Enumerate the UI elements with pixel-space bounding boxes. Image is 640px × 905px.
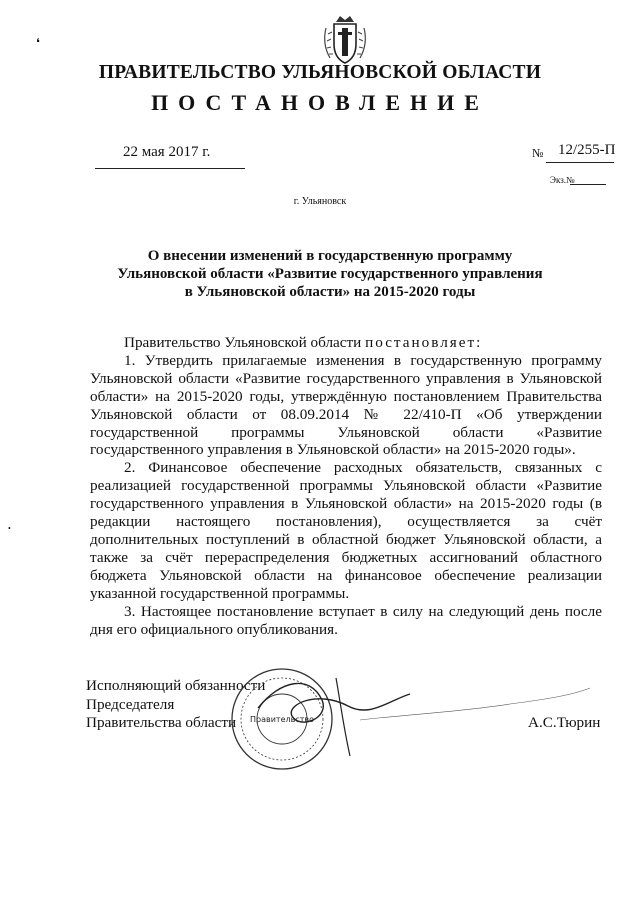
document-number: 12/255-П [558,142,616,158]
paragraph-1: 1. Утвердить прилагаемые изменения в государственную программу Ульяновской области «Развитие государственного управления в Ульяновской области» на 2015-2020 годы, утверждённую постановлением Правительства Ульяновской области от 08.09.2014 № 22/410-П «Об утверждении государственной программы Ульяновской области «Развитие государственного управления в Ульяновской области» на 2015-2020 годы». [90,351,602,459]
paragraph-2: 2. Финансовое обеспечение расходных обязательств, связанных с реализацией государственной программы Ульяновской области «Развитие государственного управления в Ульяновской области» на 2015-2020 годы (в редакции настоящего постановления), осуществляется за счёт дополнительных поступлений в областной бюджет Ульяновской области, а также за счёт перераспределения бюджетных ассигнований областного бюджета Ульяновской области на финансовое обеспечение реализации указанной государственной программы. [90,459,602,602]
date-underline [95,168,245,169]
signatory-line: Правительства области [86,714,237,731]
preamble-verb: постановляет: [365,334,483,351]
margin-mark: • [8,524,11,533]
number-prefix: № [532,146,544,160]
signatory-line: Исполняющий обязанности [86,677,266,694]
seal-center-text: Правительство [250,715,314,724]
document-date: 22 мая 2017 г. [123,144,211,160]
title-line: Ульяновской области «Развитие государственного управления [117,266,543,282]
margin-mark: ❛ [36,36,40,50]
paragraph-3: 3. Настоящее постановление вступает в силу на следующий день после дня его официального опубликования. [90,602,602,638]
preamble-text: Правительство Ульяновской области [124,334,366,351]
city: г. Ульяновск [293,196,347,207]
number-underline [546,162,614,163]
copy-label: Экз.№ [550,175,575,185]
copy-underline [570,184,606,185]
preamble [90,334,602,352]
organization-name: ПРАВИТЕЛЬСТВО УЛЬЯНОВСКОЙ ОБЛАСТИ [98,62,542,83]
coat-of-arms-icon [320,14,370,66]
document-type: ПОСТАНОВЛЕНИЕ [151,90,489,115]
document-title [100,247,560,301]
document-body [90,334,602,638]
signatory-line: Председателя [86,695,175,713]
title-line: в Ульяновской области» на 2015-2020 годы [184,284,476,300]
title-line: О внесении изменений в государственную программу [147,248,513,264]
signatory-name: А.С.Тюрин [528,714,601,731]
